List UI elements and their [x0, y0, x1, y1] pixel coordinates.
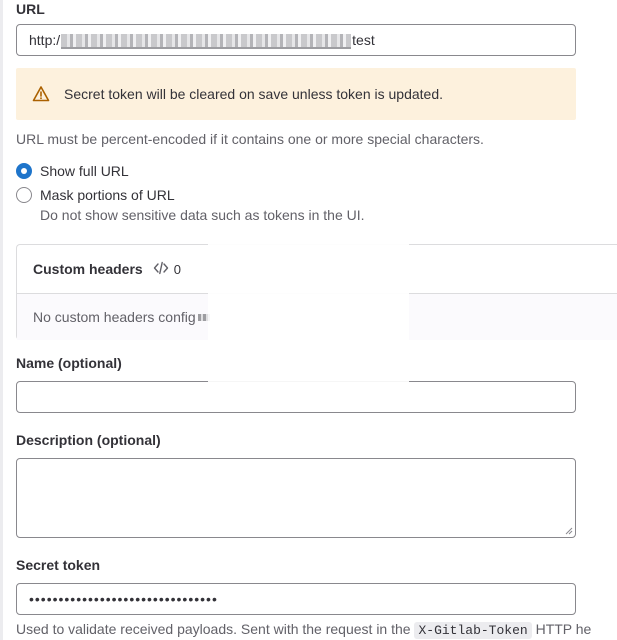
warning-icon [32, 85, 50, 103]
radio-label-show-full-url: Show full URL [40, 163, 129, 179]
secret-token-help-prefix: Used to validate received payloads. Sent with the request in the [16, 621, 411, 637]
secret-token-help-suffix: HTTP he [535, 621, 592, 637]
name-label: Name (optional) [16, 355, 122, 371]
secret-token-value: •••••••••••••••••••••••••••••••• [29, 591, 218, 607]
code-icon [153, 261, 169, 278]
left-rail [0, 0, 3, 640]
custom-headers-count-value: 0 [173, 261, 181, 277]
redaction-overlay [208, 240, 409, 410]
url-value-prefix: http:/ [29, 32, 61, 48]
custom-headers-count [153, 261, 181, 278]
description-textarea[interactable] [16, 458, 576, 538]
header-name-code: X-Gitlab-Token [414, 622, 531, 639]
secret-token-input[interactable] [16, 583, 576, 615]
radio-mask-url[interactable] [16, 187, 175, 203]
description-label: Description (optional) [16, 432, 161, 448]
url-help-text: URL must be percent-encoded if it contains one or more special characters. [16, 131, 484, 147]
mask-help-text: Do not show sensitive data such as tokens in the UI. [40, 207, 365, 223]
custom-headers-empty-text: No custom headers config [33, 309, 196, 325]
radio-button[interactable] [16, 187, 32, 203]
resize-handle-icon[interactable] [565, 527, 573, 535]
url-label: URL [16, 1, 45, 17]
radio-label-mask-url: Mask portions of URL [40, 187, 175, 203]
radio-button-checked[interactable] [16, 163, 32, 179]
radio-show-full-url[interactable] [16, 163, 129, 179]
secret-token-label: Secret token [16, 557, 101, 573]
secret-token-help [16, 621, 591, 638]
url-value-suffix: test [352, 32, 375, 48]
custom-headers-title: Custom headers [33, 261, 143, 277]
url-input[interactable] [16, 24, 576, 56]
alert-text: Secret token will be cleared on save unless token is updated. [64, 86, 444, 102]
secret-token-warning-alert [16, 68, 576, 120]
url-redacted-segment [61, 34, 351, 49]
